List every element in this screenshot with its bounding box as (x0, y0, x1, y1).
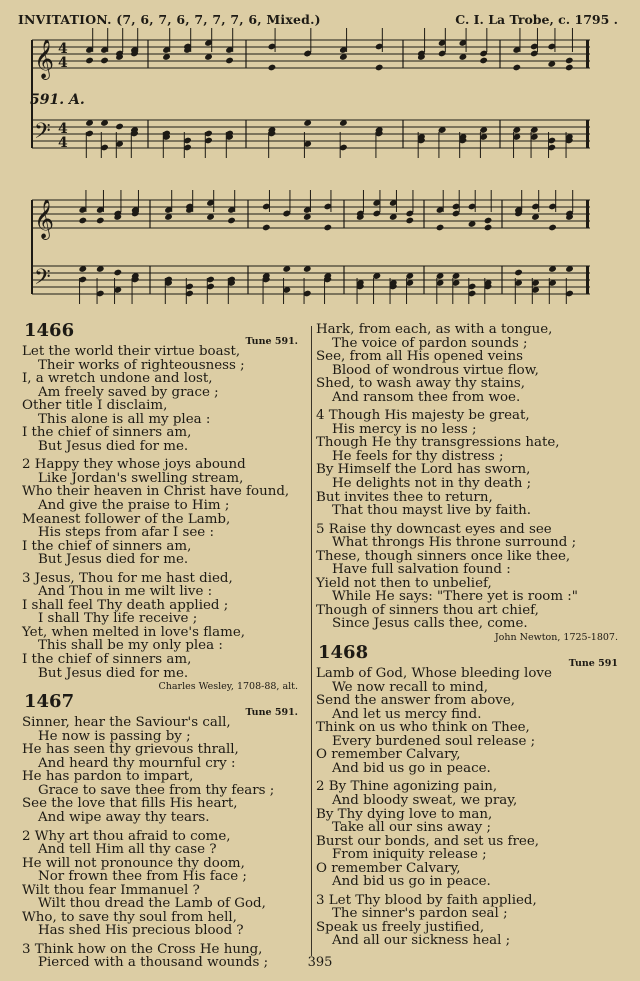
time-signature: 4 (58, 135, 68, 151)
hymn-tune-reference: Tune 591. (245, 707, 298, 719)
hymn-line: Speak us freely justified, (316, 919, 485, 935)
hymn-line: I, a wretch undone and lost, (22, 371, 213, 387)
hymn-line: Since Jesus calls thee, come. (332, 616, 528, 632)
hymn-line: And wipe away thy tears. (38, 809, 210, 825)
composer-credit: C. I. La Trobe, c. 1795 . (455, 12, 618, 27)
hymn-line: He feels for thy distress ; (332, 448, 504, 464)
hymn-line: And tell Him all thy case ? (38, 842, 217, 858)
hymn-line: Burst our bonds, and set us free, (316, 833, 540, 849)
time-signature: 4 (58, 55, 68, 71)
hymn-line: But invites thee to return, (316, 489, 493, 505)
hymn-line: Though of sinners thou art chief, (316, 602, 539, 618)
hymn-line: Has shed His precious blood ? (38, 923, 244, 939)
hymn-line: Take all our sins away ; (332, 820, 491, 836)
hymn-line: He now is passing by ; (38, 728, 191, 744)
hymn-line: But Jesus died for me. (38, 438, 189, 454)
hymn-line: 3 Think how on the Cross He hung, (22, 941, 263, 957)
hymn-line: See the love that fills His heart, (22, 796, 238, 812)
hymn-line: Their works of righteousness ; (38, 357, 245, 373)
hymn-line: Who their heaven in Christ have found, (22, 484, 290, 500)
note-head (479, 57, 488, 65)
hymn-line: By Himself the Lord has sworn, (316, 462, 531, 478)
hymn-line: Have full salvation found : (332, 562, 511, 578)
note-head (512, 64, 521, 72)
bass-clef-icon: 𝄢 (34, 119, 51, 149)
hymn-line: What throngs His throne surround ; (332, 535, 577, 551)
hymn-line: I the chief of sinners am, (22, 425, 192, 441)
hymn-line: And all our sickness heal ; (332, 933, 511, 949)
hymn-line: His steps from afar I see : (38, 525, 214, 541)
hymn-attribution: John Newton, 1725-1807. (494, 632, 618, 644)
final-bar-line (586, 266, 589, 294)
hymn-line: 2 Why art thou afraid to come, (22, 828, 231, 844)
hymn-line: I shall feel Thy death applied ; (22, 597, 229, 613)
hymn-tune-reference: Tune 591. (245, 336, 298, 347)
hymn-line: By Thy dying love to man, (316, 806, 493, 822)
hymn-line: Am freely saved by grace ; (38, 384, 219, 400)
note-head (78, 217, 87, 225)
tune-number-label: 591. A. (30, 92, 85, 108)
hymn-line: The voice of pardon sounds ; (332, 335, 528, 351)
hymn-line: Wilt thou fear Immanuel ? (22, 882, 200, 898)
hymn-line: These, though sinners once like thee, (316, 548, 571, 564)
hymn-line: Wilt thou dread the Lamb of God, (38, 896, 266, 912)
music-score-system-2 (0, 190, 640, 320)
treble-clef-icon: 𝄞 (34, 39, 55, 79)
hymn-line: O remember Calvary, (316, 747, 461, 763)
note-head (565, 57, 574, 65)
hymn-line: I the chief of sinners am, (22, 538, 192, 554)
hymn-line: This shall be my only plea : (38, 638, 223, 654)
hymn-number: 1468 (318, 642, 369, 664)
note-head (96, 217, 105, 225)
hymn-line: Blood of wondrous virtue flow, (332, 362, 539, 378)
hymn-line: O remember Calvary, (316, 860, 461, 876)
note-head (227, 217, 236, 225)
note-head (323, 224, 332, 232)
hymn-line: 3 Let Thy blood by faith applied, (316, 892, 537, 908)
note-head (375, 64, 384, 72)
note-head (268, 64, 277, 72)
hymn-line: And Thou in me wilt live : (38, 584, 213, 600)
bass-clef-icon: 𝄢 (34, 265, 51, 295)
note-head (113, 269, 122, 277)
time-signature: 4 (58, 121, 68, 137)
hymn-line: The sinner's pardon seal ; (332, 906, 508, 922)
hymn-line: He has pardon to impart, (22, 769, 194, 785)
hymn-line: While He says: "There yet is room :" (332, 589, 578, 605)
hymn-line: His mercy is no less ; (332, 421, 477, 437)
hymn-line: I shall Thy life receive ; (38, 611, 198, 627)
hymn-heading (316, 642, 624, 670)
hymn-line: Like Jordan's swelling stream, (38, 470, 244, 486)
hymn-line: And bid us go in peace. (332, 874, 491, 890)
left-column (22, 320, 304, 971)
note-head (436, 224, 445, 232)
hymn-number: 1467 (24, 691, 75, 713)
hymn-line: Meanest follower of the Lamb, (22, 511, 231, 527)
hymn-line: From iniquity release ; (332, 847, 487, 863)
hymn-line: Lamb of God, Whose bleeding love (316, 666, 552, 682)
hymn-line: I the chief of sinners am, (22, 652, 192, 668)
note-head (225, 57, 234, 65)
hymn-line: And heard thy mournful cry : (38, 755, 236, 771)
hymn-line: Hark, from each, as with a tongue, (316, 322, 553, 337)
hymn-line: We now recall to mind, (332, 679, 489, 695)
hymn-line: 3 Jesus, Thou for me hast died, (22, 570, 233, 586)
final-bar-line (586, 40, 589, 68)
hymn-attribution: Charles Wesley, 1708-88, alt. (158, 681, 298, 693)
hymn-line: Pierced with a thousand wounds ; (38, 955, 269, 971)
hymn-line: Every burdened soul release ; (332, 733, 536, 749)
hymn-line: That thou mayst live by faith. (332, 503, 532, 519)
hymn-line: 2 Happy they whose joys abound (22, 457, 246, 473)
final-bar-line (586, 200, 589, 228)
hymn-heading (22, 691, 304, 719)
page-number: 395 (307, 955, 333, 970)
time-signature: 4 (58, 41, 68, 57)
hymn-line: And give the praise to Him ; (38, 498, 230, 514)
right-column (316, 323, 624, 948)
hymn-line: This alone is all my plea : (38, 411, 211, 427)
hymn-line: Nor frown thee from His face ; (38, 869, 247, 885)
hymn-line: But Jesus died for me. (38, 665, 189, 681)
hymn-line: See, from all His opened veins (316, 349, 524, 365)
note-head (85, 57, 94, 65)
hymn-line: Grace to save thee from thy fears ; (38, 782, 275, 798)
note-head (115, 123, 124, 131)
hymn-line: He delights not in thy death ; (332, 476, 532, 492)
note-head (548, 224, 557, 232)
hymn-line: And bid us go in peace. (332, 760, 491, 776)
note-head (514, 269, 523, 277)
note-head (484, 224, 493, 232)
hymn-line: But Jesus died for me. (38, 552, 189, 568)
hymn-line: And let us mercy find. (332, 706, 482, 722)
column-divider (311, 326, 312, 956)
hymn-heading (22, 320, 304, 347)
hymn-line: Let the world their virtue boast, (22, 344, 241, 359)
note-head (565, 64, 574, 72)
hymn-line: Yet, when melted in love's flame, (22, 624, 246, 640)
note-head (100, 57, 109, 65)
hymn-line: Think on us who think on Thee, (316, 720, 530, 736)
hymn-line: Send the answer from above, (316, 693, 515, 709)
hymn-line: 2 By Thine agonizing pain, (316, 779, 498, 795)
treble-clef-icon: 𝄞 (34, 199, 55, 239)
note-head (262, 224, 271, 232)
hymn-line: He has seen thy grievous thrall, (22, 742, 239, 758)
hymn-number: 1466 (24, 320, 75, 341)
hymn-line: 5 Raise thy downcast eyes and see (316, 521, 552, 537)
note-head (405, 217, 414, 225)
music-score-system-1 (0, 22, 640, 202)
hymn-tune-reference: Tune 591 (568, 658, 618, 670)
hymn-line: Though He thy transgressions hate, (316, 435, 560, 451)
final-bar-line (586, 120, 589, 148)
hymn-line: Who, to save thy soul from hell, (22, 909, 237, 925)
hymn-line: And ransom thee from woe. (332, 389, 521, 405)
hymn-line: Other title I disclaim, (22, 398, 168, 414)
hymn-line: And bloody sweat, we pray, (332, 792, 518, 808)
hymn-line: Shed, to wash away thy stains, (316, 376, 526, 392)
tune-header-title: INVITATION. (7, 6, 7, 6, 7, 7, 7, 6, Mixed.) (18, 12, 321, 27)
hymn-line: He will not pronounce thy doom, (22, 855, 245, 871)
note-head (484, 217, 493, 225)
hymn-line: Yield not then to unbelief, (316, 575, 492, 591)
hymn-line: 4 Though His majesty be great, (316, 408, 530, 424)
hymn-line: Sinner, hear the Saviour's call, (22, 715, 231, 731)
